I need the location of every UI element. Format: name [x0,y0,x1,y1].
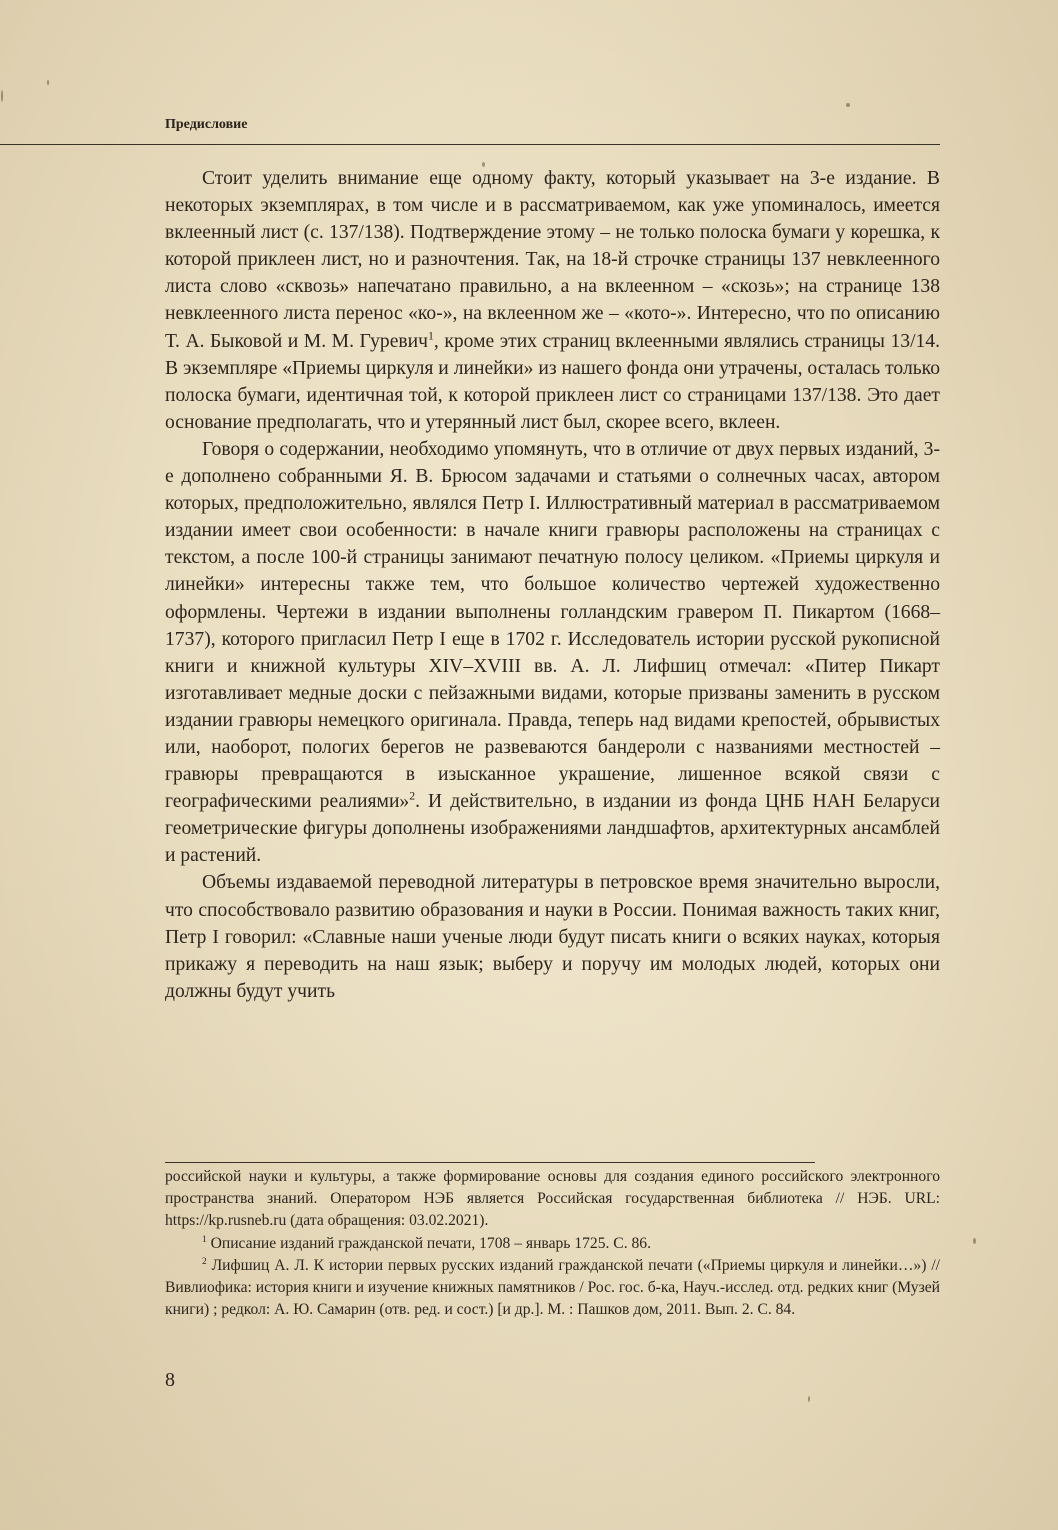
footnote-1 [165,1233,940,1255]
paper-speck [808,1396,810,1402]
header-rule [0,144,940,145]
paragraph-1-part-b: , кроме этих страниц вклеенными являлись страницы 13/14. В экземпляре «Приемы циркуля и линейки» из нашего фонда они утрачены, осталась только полоска бумаги, идентичная той, к которой приклеен лист со страницами 137/138. Это дает основание предполагать, что и утерянный лист был, скорее всего, вклеен. [165,330,941,433]
paragraph-1-part-a: Стоит уделить внимание еще одному факту, который указывает на 3-е издание. В некоторых экземплярах, в том числе и в рассматриваемом, как уже упоминалось, имеется вклеенный лист (с. 137/138). Подтверждение этому – не только полоска бумаги у корешка, к которой приклеен лист, но и разночтения. Так, на 18-й строчке страницы 137 невклеенного листа слово «сквозь» напечатано правильно, а на вклеенном – «скозь»; на странице 138 невклеенного листа перенос «ко-», на вклеенном же – «кото-». Интересно, что по описанию Т. А. Быковой и М. М. Гуревич [165,168,940,352]
footnote-2 [165,1255,940,1322]
paper-speck [846,103,850,107]
paragraph-1 [165,165,940,436]
main-text [165,165,940,1005]
footnote-rule [165,1162,815,1163]
footnotes [165,1166,940,1321]
footnote-ref-2[interactable]: 2 [409,789,416,803]
footnote-2-text: Лифшиц А. Л. К истории первых русских изданий гражданской печати («Приемы циркуля и линейки…») // Вивлиофика: история книги и изучение книжных памятников / Рос. гос. б-ка, Науч.-исслед. отд. редких книг (Музей книги) ; редкол: А. Ю. Самарин (отв. ред. и сост.) [и др.]. М. : Пашков дом, 2011. Вып. 2. С. 84. [165,1256,940,1319]
page-number: 8 [165,1369,175,1391]
paragraph-3: Объемы издаваемой переводной литературы в петровское время значительно выросли, что способствовало развитию образования и науки в России. Понимая важность таких книг, Петр I говорил: «Славные наши ученые люди будут писать книги о всяких науках, которыя прикажу я переводить на наш язык; выберу и поручу им молодых людей, которых они должны будут учить [165,872,940,1002]
paragraph-2-part-b: . И действительно, в издании из фонда ЦНБ НАН Беларуси геометрические фигуры дополнены изображениями ландшафтов, архитектурных ансамблей и растений. [165,791,940,867]
footnote-continuation: российской науки и культуры, а также формирование основы для создания единого российского электронного пространства знаний. Оператором НЭБ является Российская государственная библиотека // НЭБ. URL: https://kp.rusneb.ru (дата обращения: 03.02.2021). [165,1168,940,1230]
paragraph-2-part-a: Говоря о содержании, необходимо упомянуть, что в отличие от двух первых изданий, 3-е дополнено собранными Я. В. Брюсом задачами и статьями о солнечных часах, автором которых, предположительно, являлся Петр I. Иллюстративный материал в рассматриваемом издании имеет свои особенности: в начале книги гравюры расположены на страницах с текстом, а после 100-й страницы занимают печатную полосу целиком. «Приемы циркуля и линейки» интересны также тем, что большое количество чертежей художественно оформлены. Чертежи в издании выполнены голландским гравером П. Пикартом (1668–1737), которого пригласил Петр I еще в 1702 г. Исследователь истории русской рукописной книги и книжной культуры XIV–XVIII вв. А. Л. Лифшиц отмечал: «Питер Пикарт изготавливает медные доски с пейзажными видами, которые призваны заменить в русском издании гравюры немецкого оригинала. Правда, теперь над видами крепостей, обрывистых или, наоборот, пологих берегов не развеваются бандероли с названиями местностей – гравюры превращаются в изысканное украшение, лишенное всякой связи с географическими реалиями» [165,438,940,813]
footnote-ref-1[interactable]: 1 [428,329,434,343]
paper-speck [1,90,3,102]
paragraph-2 [165,436,940,870]
paper-speck [973,1238,976,1244]
footnote-1-text: Описание изданий гражданской печати, 1708 – январь 1725. С. 86. [210,1234,651,1252]
paper-speck [482,162,485,167]
running-head: Предисловие [165,117,248,132]
paper-speck [47,80,49,85]
footnote-1-number: 1 [202,1234,207,1245]
footnote-2-number: 2 [202,1256,207,1267]
